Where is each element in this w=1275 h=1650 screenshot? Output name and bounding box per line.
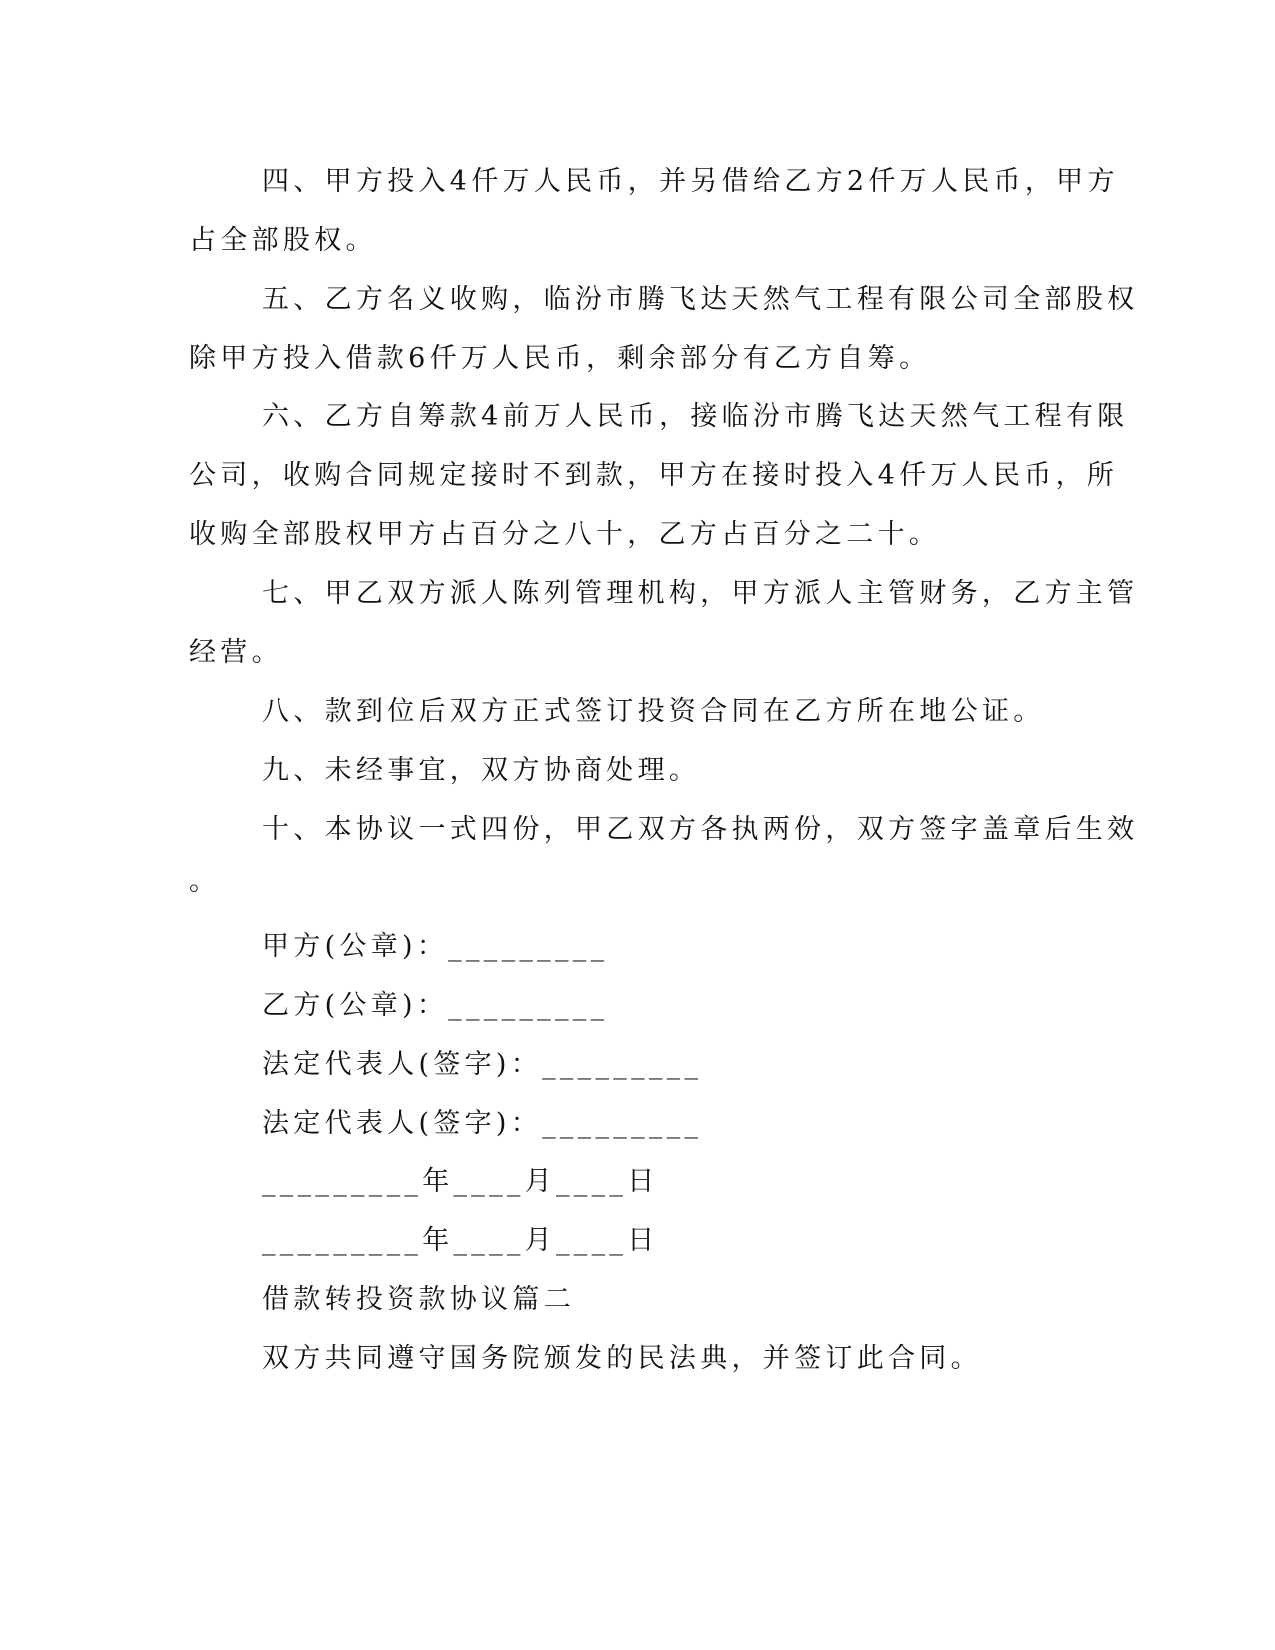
clause-6-line-3: 收购全部股权甲方占百分之八十，乙方占百分之二十。 xyxy=(189,519,941,550)
clause-10-line-2: 。 xyxy=(189,866,221,897)
clause-8: 八、款到位后双方正式签订投资合同在乙方所在地公证。 xyxy=(262,696,1045,727)
clause-5-line-1: 五、乙方名义收购，临汾市腾飞达天然气工程有限公司全部股权 xyxy=(262,284,1139,315)
party-a-seal-line: 甲方(公章)：_________ xyxy=(262,931,609,962)
clause-10-line-1: 十、本协议一式四份，甲乙双方各执两份，双方签字盖章后生效 xyxy=(262,814,1139,845)
clause-9: 九、未经事宜，双方协商处理。 xyxy=(262,755,701,786)
clause-4-line-2: 占全部股权。 xyxy=(189,225,377,256)
clause-4-line-1: 四、甲方投入4仟万人民币，并另借给乙方2仟万人民币，甲方 xyxy=(262,166,1119,197)
clause-6-line-1: 六、乙方自筹款4前万人民币，接临汾市腾飞达天然气工程有限 xyxy=(262,401,1129,432)
clause-5-line-2: 除甲方投入借款6仟万人民币，剩余部分有乙方自筹。 xyxy=(189,343,931,374)
section-heading: 借款转投资款协议篇二 xyxy=(262,1284,575,1315)
party-b-seal-line: 乙方(公章)：_________ xyxy=(262,990,609,1021)
clause-6-line-2: 公司，收购合同规定接时不到款，甲方在接时投入4仟万人民币，所 xyxy=(189,460,1119,491)
date-line-2: _________年____月____日 xyxy=(262,1225,659,1256)
legal-rep-signature-line-1: 法定代表人(签字)：_________ xyxy=(262,1049,703,1080)
clause-7-line-1: 七、甲乙双方派人陈列管理机构，甲方派人主管财务，乙方主管 xyxy=(262,578,1139,609)
section-2-intro: 双方共同遵守国务院颁发的民法典，并签订此合同。 xyxy=(262,1343,982,1374)
clause-7-line-2: 经营。 xyxy=(189,637,283,668)
legal-rep-signature-line-2: 法定代表人(签字)：_________ xyxy=(262,1108,703,1139)
date-line-1: _________年____月____日 xyxy=(262,1166,659,1197)
